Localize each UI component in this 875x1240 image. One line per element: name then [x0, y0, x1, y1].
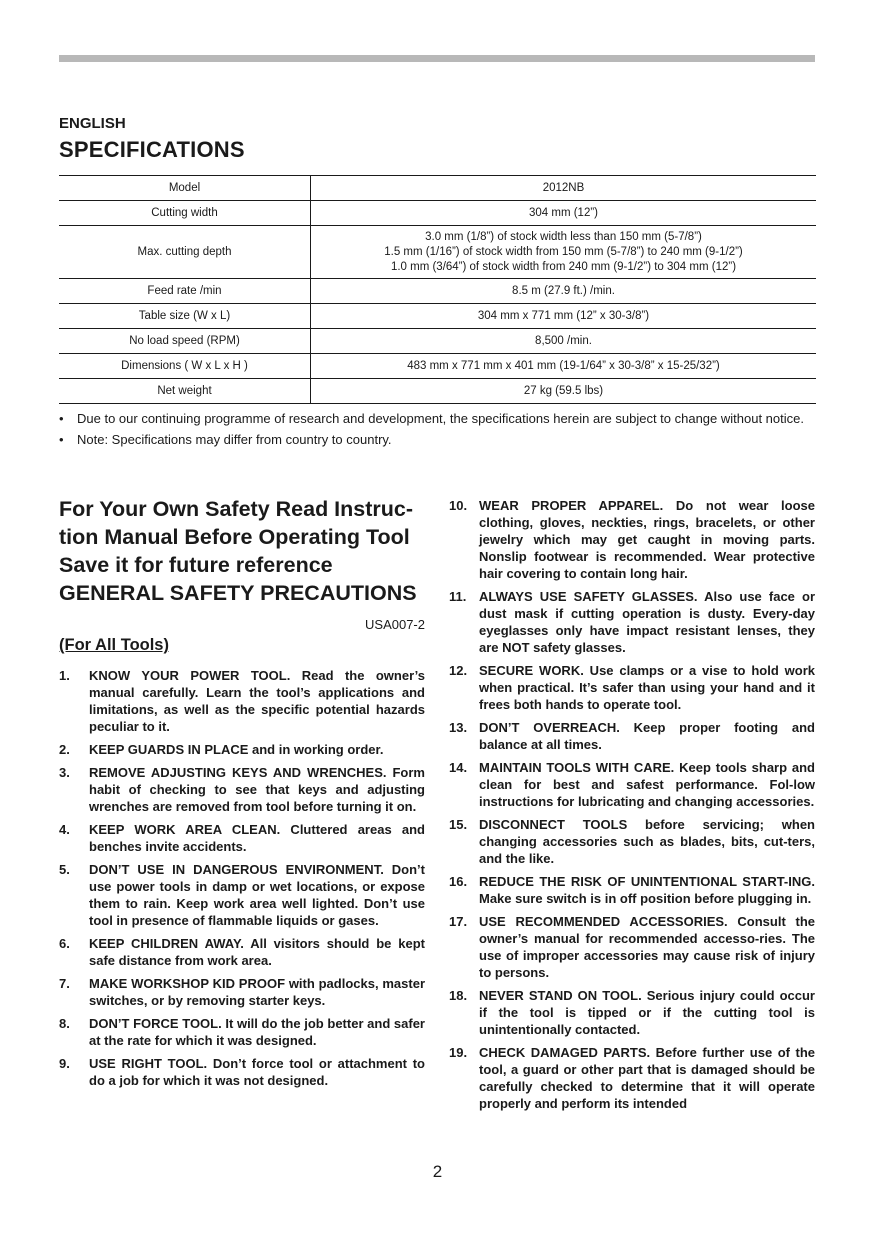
- spec-value-line: 304 mm (12”): [528, 206, 599, 219]
- item-text: DON’T FORCE TOOL. It will do the job better and safer at the rate for which it was designed.: [89, 1016, 425, 1048]
- section-subheading: (For All Tools): [59, 636, 169, 654]
- spec-row: [59, 279, 816, 304]
- safety-heading-line: For Your Own Safety Read Instruc-: [59, 497, 414, 521]
- spec-note: • Due to our continuing programme of research and development, the specifications herein are subject to change without notice.: [59, 411, 804, 426]
- safety-item: [449, 497, 815, 582]
- safety-item: [59, 821, 425, 855]
- spec-label: Max. cutting depth: [59, 226, 311, 279]
- item-text: WEAR PROPER APPAREL. Do not wear loose clothing, gloves, neckties, rings, bracelets, or other jewelry which may get caught in moving parts. Nonslip footwear is recommended. Wear protective hair covering to contain long hair.: [479, 498, 815, 581]
- item-text: DISCONNECT TOOLS before servicing; when changing accessories such as blades, bits, cut-ters, and the like.: [479, 817, 815, 866]
- spec-row: [59, 354, 816, 379]
- spec-value: [311, 379, 817, 404]
- item-text: USE RIGHT TOOL. Don’t force tool or attachment to do a job for which it was not designed.: [89, 1056, 425, 1088]
- spec-value-line: 8.5 m (27.9 ft.) /min.: [512, 284, 615, 297]
- item-number: 13.: [449, 720, 468, 735]
- spec-value-line: 2012NB: [542, 181, 585, 194]
- item-number: 5.: [59, 862, 70, 877]
- item-text: KEEP GUARDS IN PLACE and in working order.: [89, 742, 384, 757]
- spec-label: Net weight: [59, 379, 311, 404]
- language-label: ENGLISH: [59, 115, 126, 132]
- safety-item: [449, 662, 815, 713]
- spec-value: [311, 279, 817, 304]
- item-number: 8.: [59, 1016, 70, 1031]
- item-number: 12.: [449, 663, 468, 678]
- header-rule: [59, 55, 815, 62]
- item-number: 14.: [449, 760, 468, 775]
- spec-row: [59, 201, 816, 226]
- item-number: 19.: [449, 1045, 468, 1060]
- right-column: [449, 497, 815, 1118]
- safety-item: [449, 1044, 815, 1112]
- safety-heading-line: Save it for future reference: [59, 553, 333, 577]
- item-text: SECURE WORK. Use clamps or a vise to hold work when practical. It’s safer than using your hand and it frees both hands to operate tool.: [479, 663, 815, 712]
- item-number: 11.: [449, 589, 467, 604]
- item-text: DON’T OVERREACH. Keep proper footing and balance at all times.: [479, 720, 815, 752]
- spec-notes: [59, 410, 816, 452]
- spec-label: Feed rate /min: [59, 279, 311, 304]
- spec-value: [311, 304, 817, 329]
- spec-value-line: 3.0 mm (1/8”) of stock width less than 150 mm (5-7/8”): [425, 230, 702, 243]
- item-number: 18.: [449, 988, 468, 1003]
- safety-list-left: [59, 667, 425, 1089]
- spec-value: [311, 201, 817, 226]
- item-text: KNOW YOUR POWER TOOL. Read the owner’s manual carefully. Learn the tool’s applications and limitations, as well as the specific potential hazards peculiar to it.: [89, 668, 425, 734]
- spec-label: Dimensions ( W x L x H ): [59, 354, 311, 379]
- item-text: KEEP CHILDREN AWAY. All visitors should be kept safe distance from work area.: [89, 936, 425, 968]
- spec-value: [311, 354, 817, 379]
- safety-item: [449, 987, 815, 1038]
- safety-item: [59, 667, 425, 735]
- spec-value-line: 8,500 /min.: [535, 334, 592, 347]
- item-text: KEEP WORK AREA CLEAN. Cluttered areas and benches invite accidents.: [89, 822, 425, 854]
- item-text: ALWAYS USE SAFETY GLASSES. Also use face or dust mask if cutting operation is dusty. Every-day eyeglasses only have impact resistant lenses, they are NOT safety glasses.: [479, 589, 815, 655]
- safety-item: [449, 719, 815, 753]
- bullet-icon: •: [59, 411, 64, 426]
- item-number: 7.: [59, 976, 70, 991]
- item-text: USE RECOMMENDED ACCESSORIES. Consult the owner’s manual for recommended accesso-ries. The use of improper accessories may cause risk of injury to persons.: [479, 914, 815, 980]
- spec-label: Table size (W x L): [59, 304, 311, 329]
- item-number: 17.: [449, 914, 468, 929]
- item-number: 2.: [59, 742, 70, 757]
- item-text: MAINTAIN TOOLS WITH CARE. Keep tools sharp and clean for best and safest performance. Fol-low instructions for lubricating and changing accessories.: [479, 760, 815, 809]
- spec-value-line: 1.0 mm (3/64”) of stock width from 240 mm (9-1/2”) to 304 mm (12”): [390, 260, 737, 273]
- specifications-table: [59, 175, 816, 404]
- safety-item: [59, 764, 425, 815]
- safety-item: [449, 913, 815, 981]
- safety-item: [59, 741, 425, 758]
- safety-item: [449, 759, 815, 810]
- spec-value: [311, 329, 817, 354]
- spec-value-line: 483 mm x 771 mm x 401 mm (19-1/64” x 30-3/8” x 15-25/32”): [407, 359, 720, 372]
- item-number: 16.: [449, 874, 468, 889]
- item-text: REDUCE THE RISK OF UNINTENTIONAL START-ING. Make sure switch is in off position before plugging in.: [479, 874, 815, 906]
- safety-item: [449, 816, 815, 867]
- item-text: REMOVE ADJUSTING KEYS AND WRENCHES. Form habit of checking to see that keys and adjusting wrenches are removed from tool before turning it on.: [89, 765, 425, 814]
- page-number: 2: [432, 1162, 443, 1181]
- spec-note: • Note: Specifications may differ from country to country.: [59, 432, 392, 447]
- safety-item: [59, 1015, 425, 1049]
- item-number: 3.: [59, 765, 70, 780]
- item-text: NEVER STAND ON TOOL. Serious injury could occur if the tool is tipped or if the cutting tool is unintentionally contacted.: [479, 988, 815, 1037]
- item-text: DON’T USE IN DANGEROUS ENVIRONMENT. Don’t use power tools in damp or wet locations, or expose them to rain. Keep work area well lighted. Don’t use tool in presence of flammable liquids or gases.: [89, 862, 425, 928]
- spec-label: Cutting width: [59, 201, 311, 226]
- item-number: 15.: [449, 817, 468, 832]
- safety-item: [59, 1055, 425, 1089]
- spec-row: [59, 329, 816, 354]
- spec-row: [59, 176, 816, 201]
- spec-row: [59, 304, 816, 329]
- spec-value: [311, 226, 817, 279]
- safety-item: [449, 873, 815, 907]
- item-number: 9.: [59, 1056, 70, 1071]
- item-number: 4.: [59, 822, 70, 837]
- spec-row: [59, 379, 816, 404]
- item-text: CHECK DAMAGED PARTS. Before further use of the tool, a guard or other part that is damaged should be carefully checked to determine that it will operate properly and perform its intended: [479, 1045, 815, 1111]
- item-text: MAKE WORKSHOP KID PROOF with padlocks, master switches, or by removing starter keys.: [89, 976, 425, 1008]
- safety-item: [59, 935, 425, 969]
- safety-item: [59, 975, 425, 1009]
- item-number: 6.: [59, 936, 70, 951]
- item-number: 1.: [59, 668, 70, 683]
- spec-row: [59, 226, 816, 279]
- spec-value: [311, 176, 817, 201]
- spec-label: No load speed (RPM): [59, 329, 311, 354]
- spec-value-line: 304 mm x 771 mm (12” x 30-3/8”): [477, 309, 650, 322]
- safety-item: [59, 861, 425, 929]
- bullet-icon: •: [59, 432, 64, 447]
- item-number: 10.: [449, 498, 468, 513]
- spec-label: Model: [59, 176, 311, 201]
- page-title: SPECIFICATIONS: [59, 137, 245, 162]
- spec-value-line: 27 kg (59.5 lbs): [523, 384, 604, 397]
- document-code: USA007-2: [365, 617, 425, 632]
- left-column: [59, 495, 425, 1095]
- safety-heading-line: tion Manual Before Operating Tool: [59, 525, 410, 549]
- safety-item: [449, 588, 815, 656]
- safety-heading-line: GENERAL SAFETY PRECAUTIONS: [59, 581, 417, 605]
- safety-list-right: [449, 497, 815, 1112]
- spec-value-line: 1.5 mm (1/16”) of stock width from 150 mm (5-7/8”) to 240 mm (9-1/2”): [384, 245, 743, 258]
